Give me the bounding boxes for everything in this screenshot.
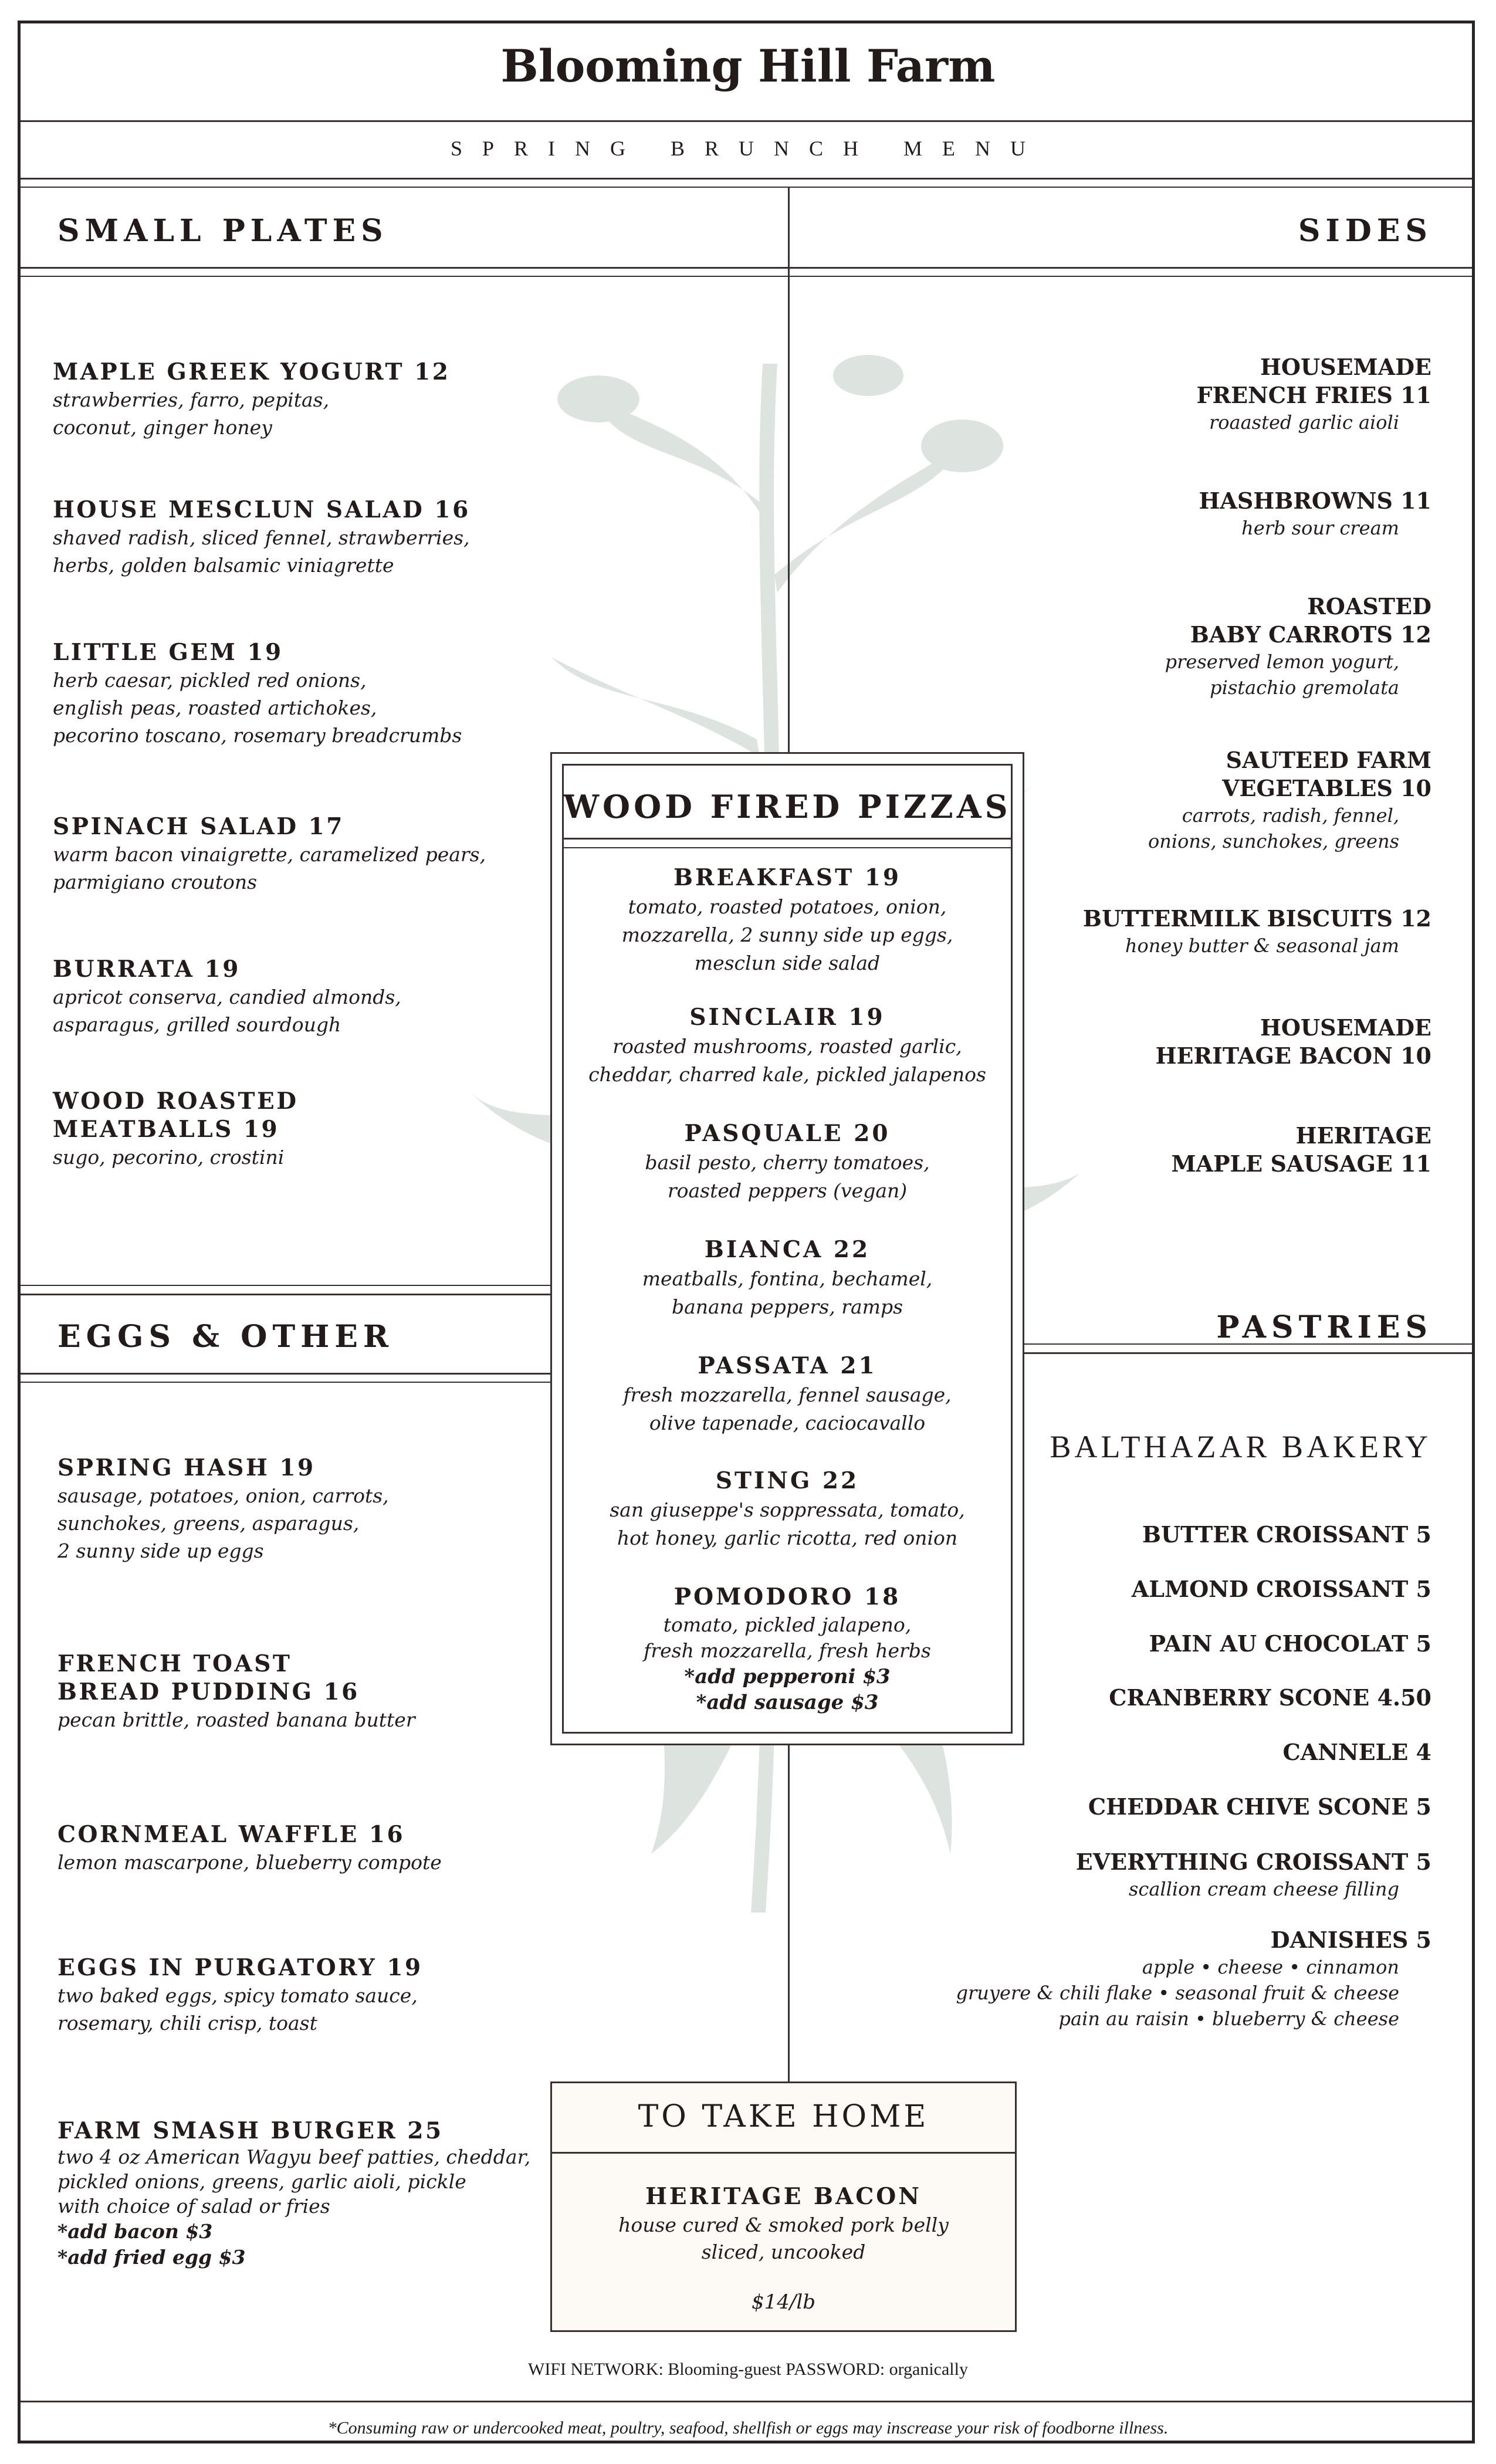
pizza-item (562, 1465, 1013, 1552)
pastries-heading: PASTRIES (1216, 1309, 1433, 1345)
item-name: ROASTED BABY CARROTS 12 (1190, 593, 1431, 648)
divider (21, 1285, 551, 1286)
side-item (903, 487, 1431, 541)
item-desc: warm bacon vinaigrette, caramelized pears, parmigiano croutons (53, 843, 486, 893)
item-desc: carrots, radish, fennel, onions, sunchokes, greens (1148, 804, 1399, 852)
item-desc: tomato, roasted potatoes, onion, mozzarella, 2 sunny side up eggs, mesclun side salad (621, 895, 953, 974)
item-name: STING 22 (715, 1467, 859, 1494)
item-desc: sausage, potatoes, onion, carrots, sunchokes, greens, asparagus, 2 sunny side up eggs (57, 1484, 389, 1562)
item-price: $14/lb (752, 2290, 815, 2314)
item-desc: basil pesto, cherry tomatoes, roasted peppers (vegan) (645, 1151, 930, 1202)
menu-item (57, 1454, 585, 1565)
item-desc: tomato, pickled jalapeno, fresh mozzarella, fresh herbs (644, 1613, 931, 1662)
pizza-item (562, 1002, 1013, 1089)
item-desc: san giuseppe's soppressata, tomato, hot honey, garlic ricotta, red onion (610, 1498, 965, 1549)
item-name: POMODORO 18 (673, 1583, 901, 1610)
sides-heading: SIDES (1298, 213, 1433, 249)
item-desc: sugo, pecorino, crostini (53, 1146, 285, 1169)
item-desc: honey butter & seasonal jam (1125, 935, 1399, 957)
take-home-item (550, 2181, 1017, 2314)
item-name: HOUSE MESCLUN SALAD 16 (53, 496, 471, 523)
item-name: HASHBROWNS 11 (1199, 488, 1431, 514)
item-name: ALMOND CROISSANT 5 (1131, 1576, 1431, 1602)
item-addons: *add pepperoni $3 *add sausage $3 (684, 1665, 891, 1714)
item-name: CORNMEAL WAFFLE 16 (57, 1821, 405, 1848)
pizza-item (562, 1351, 1013, 1437)
item-name: PASSATA 21 (698, 1352, 877, 1379)
item-desc: apricot conserva, candied almonds, asparagus, grilled sourdough (53, 986, 401, 1036)
divider (21, 276, 1472, 277)
menu-item (53, 1087, 581, 1171)
item-addons: *add bacon $3 *add fried egg $3 (57, 2220, 246, 2269)
column-divider (788, 187, 790, 753)
item-name: HERITAGE MAPLE SAUSAGE 11 (1171, 1122, 1431, 1177)
item-desc: two baked eggs, spicy tomato sauce, rosemary, chili crisp, toast (57, 1984, 418, 2035)
side-item (903, 593, 1431, 700)
item-desc: roasted mushrooms, roasted garlic, cheddar, charred kale, pickled jalapenos (588, 1035, 986, 1086)
item-name: BREAKFAST 19 (673, 864, 901, 891)
item-desc: pecan brittle, roasted banana butter (57, 1708, 415, 1731)
item-desc: two 4 oz American Wagyu beef patties, cheddar, pickled onions, greens, garlic aioli, pickle with choice of salad or fries (57, 2145, 531, 2218)
bakery-name: BALTHAZAR BAKERY (1050, 1429, 1431, 1464)
divider (21, 178, 1472, 180)
item-name: FARM SMASH BURGER 25 (57, 2117, 444, 2144)
menu-item (53, 813, 581, 896)
item-name: EGGS IN PURGATORY 19 (57, 1954, 423, 1981)
menu-item (57, 2117, 585, 2270)
item-name: CANNELE 4 (1282, 1739, 1431, 1765)
item-name: PAIN AU CHOCOLAT 5 (1149, 1630, 1431, 1657)
item-desc: herb caesar, pickled red onions, english peas, roasted artichokes, pecorino toscano, rosemary breadcrumbs (53, 669, 462, 747)
menu-item (53, 955, 581, 1038)
item-name: EVERYTHING CROISSANT 5 (1075, 1849, 1431, 1875)
item-desc: lemon mascarpone, blueberry compote (57, 1851, 442, 1874)
item-desc: apple • cheese • cinnamon gruyere & chili flake • seasonal fruit & cheese pain au raisin • blueberry & cheese (956, 1956, 1399, 2030)
item-name: SPINACH SALAD 17 (53, 813, 344, 840)
item-desc: house cured & smoked pork belly sliced, uncooked (618, 2213, 949, 2263)
divider (21, 187, 1472, 188)
wifi-info: WIFI NETWORK: Blooming-guest PASSWORD: organically (528, 2360, 968, 2379)
food-safety-disclaimer: *Consuming raw or undercooked meat, poultry, seafood, shellfish or eggs may inscrease your risk of foodborne illness. (327, 2418, 1169, 2438)
divider (21, 1373, 551, 1375)
item-name: DANISHES 5 (1270, 1927, 1431, 1953)
divider (21, 2401, 1472, 2402)
item-name: WOOD ROASTED MEATBALLS 19 (53, 1088, 299, 1143)
item-name: FRENCH TOAST BREAD PUDDING 16 (57, 1650, 360, 1705)
menu-subtitle: SPRING BRUNCH MENU (450, 137, 1046, 160)
item-name: SAUTEED FARM VEGETABLES 10 (1222, 747, 1431, 801)
item-desc: strawberries, farro, pepitas, coconut, ginger honey (53, 388, 330, 439)
item-name: CRANBERRY SCONE 4.50 (1109, 1684, 1431, 1711)
pastry-item (786, 1926, 1431, 2032)
pizzas-heading: WOOD FIRED PIZZAS (563, 788, 1011, 825)
item-name: SINCLAIR 19 (689, 1004, 885, 1031)
item-name: BUTTER CROISSANT 5 (1142, 1521, 1431, 1548)
divider (21, 267, 1472, 269)
take-home-heading: TO TAKE HOME (638, 2099, 929, 2134)
item-desc: roaasted garlic aioli (1209, 411, 1399, 434)
item-name: LITTLE GEM 19 (53, 639, 283, 666)
menu-item (57, 1820, 585, 1876)
divider (1023, 1352, 1472, 1354)
restaurant-title: Blooming Hill Farm (500, 40, 996, 92)
divider (21, 120, 1472, 122)
item-desc: fresh mozzarella, fennel sausage, olive tapenade, caciocavallo (623, 1383, 952, 1434)
item-desc: scallion cream cheese filling (1129, 1878, 1399, 1900)
pizza-item (562, 862, 1013, 977)
item-name: HERITAGE BACON (645, 2183, 922, 2210)
menu-item (57, 1954, 585, 2037)
divider (562, 838, 1013, 840)
item-name: SPRING HASH 19 (57, 1454, 316, 1481)
item-name: BURRATA 19 (53, 956, 241, 983)
menu-item (53, 496, 581, 579)
item-desc: shaved radish, sliced fennel, strawberries, herbs, golden balsamic viniagrette (53, 526, 470, 577)
menu-item (53, 358, 581, 441)
pizza-item (562, 1582, 1013, 1715)
item-name: CHEDDAR CHIVE SCONE 5 (1088, 1793, 1431, 1820)
menu-item (53, 638, 581, 749)
item-name: BIANCA 22 (704, 1236, 871, 1263)
item-name: PASQUALE 20 (684, 1120, 891, 1147)
divider (21, 1294, 551, 1295)
pastry-item (786, 1793, 1431, 1821)
divider (21, 1382, 551, 1383)
item-name: BUTTERMILK BISCUITS 12 (1082, 905, 1431, 932)
divider (550, 2152, 1017, 2154)
divider (562, 847, 1013, 848)
side-item (903, 353, 1431, 435)
item-name: HOUSEMADE HERITAGE BACON 10 (1155, 1014, 1431, 1069)
item-desc: herb sour cream (1241, 517, 1399, 539)
item-desc: meatballs, fontina, bechamel, banana peppers, ramps (642, 1267, 933, 1318)
item-name: MAPLE GREEK YOGURT 12 (53, 358, 451, 385)
pizza-item (562, 1118, 1013, 1205)
small-plates-heading: SMALL PLATES (57, 213, 388, 249)
pastry-item (786, 1848, 1431, 1902)
eggs-other-heading: EGGS & OTHER (57, 1319, 394, 1355)
menu-item (57, 1650, 585, 1734)
item-name: HOUSEMADE FRENCH FRIES 11 (1196, 354, 1431, 408)
item-desc: preserved lemon yogurt, pistachio gremolata (1165, 651, 1399, 699)
pizza-item (562, 1234, 1013, 1321)
